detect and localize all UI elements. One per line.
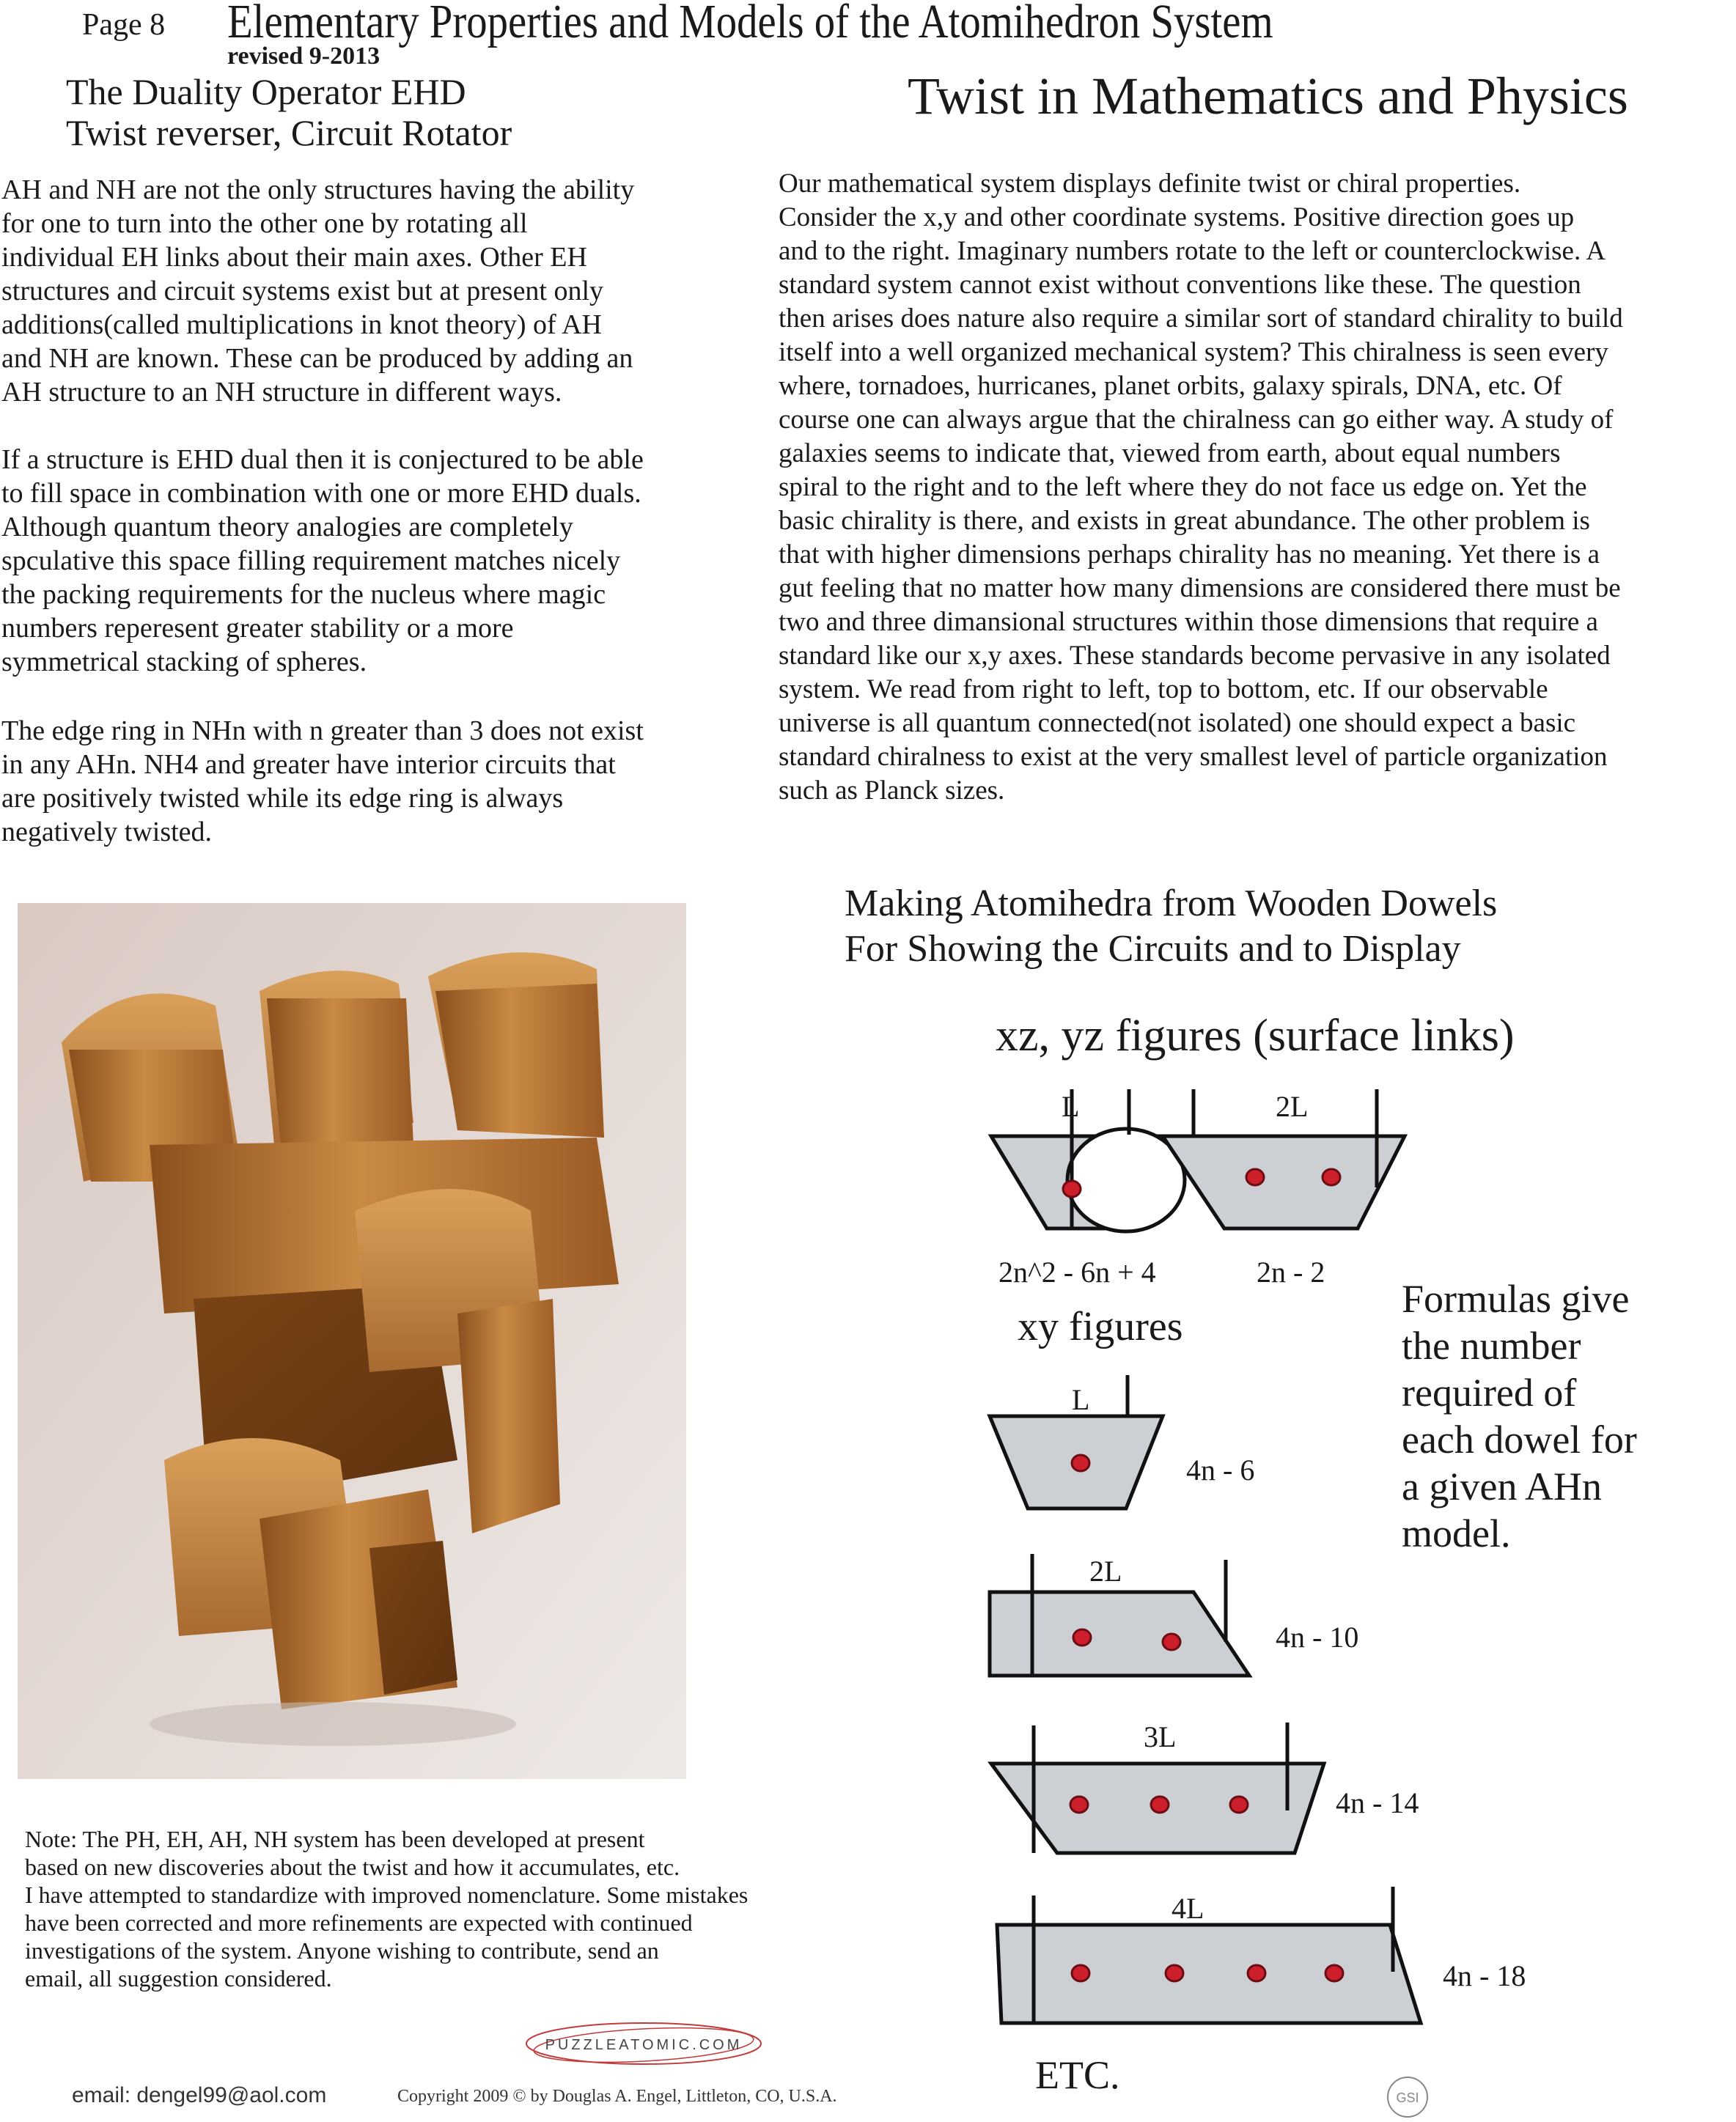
formulas-line: model. — [1402, 1511, 1511, 1555]
text-line: for one to turn into the other one by rotating all — [1, 208, 528, 239]
text-line: two and three dimansional structures within those dimensions that require a — [779, 607, 1598, 637]
note-line: based on new discoveries about the twist and how it accumulates, etc. — [25, 1854, 680, 1880]
text-line: AH and NH are not the only structures having the ability — [1, 174, 635, 205]
xz-L-figure — [991, 1089, 1185, 1231]
dowel-hole-dot — [1151, 1797, 1169, 1813]
text-line: individual EH links about their main axes. Other EH — [1, 242, 587, 273]
seal-text: GSI — [1396, 2090, 1419, 2105]
text-line: itself into a well organized mechanical system? This chiralness is seen every — [779, 337, 1608, 367]
formulas-line: the number — [1402, 1324, 1581, 1368]
contact-email[interactable]: email: dengel99@aol.com — [72, 2083, 327, 2107]
formulas-line: required of — [1402, 1371, 1577, 1415]
text-line: symmetrical stacking of spheres. — [1, 646, 367, 677]
note-line: Note: The PH, EH, AH, NH system has been developed at present — [25, 1826, 645, 1852]
dowel-hole-dot — [1072, 1455, 1089, 1471]
formulas-note — [1402, 1275, 1637, 1557]
xy-3L-label: 3L — [1144, 1720, 1177, 1753]
xz-yz-figures-heading: xz, yz figures (surface links) — [996, 1011, 1515, 1061]
gsi-seal-icon — [1386, 2074, 1430, 2120]
text-line: that with higher dimensions perhaps chirality has no meaning. Yet there is a — [779, 539, 1600, 570]
text-line: structures and circuit systems exist but at present only — [1, 276, 604, 306]
text-line: If a structure is EHD dual then it is conjectured to be able — [1, 444, 644, 475]
dowel-hole-dot — [1248, 1965, 1265, 1981]
text-line: The edge ring in NHn with n greater than 3 does not exist — [1, 715, 644, 746]
dowel-heading-line-1: Making Atomihedra from Wooden Dowels — [845, 883, 1498, 924]
puzzleatomic-logo[interactable] — [522, 2017, 765, 2070]
text-line: and NH are known. These can be produced by adding an — [1, 343, 633, 374]
text-line: numbers reperesent greater stability or a more — [1, 613, 514, 644]
text-line: where, tornadoes, hurricanes, planet orbits, galaxy spirals, DNA, etc. Of — [779, 371, 1562, 401]
text-line: then arises does nature also require a similar sort of standard chirality to build — [779, 303, 1623, 334]
text-line: galaxies seems to indicate that, viewed from earth, about equal numbers — [779, 438, 1561, 468]
xz-2L-label: 2L — [1276, 1090, 1309, 1123]
dowel-heading-line-2: For Showing the Circuits and to Display — [845, 928, 1461, 970]
dowel-hole-dot — [1163, 1634, 1180, 1650]
page-number: Page 8 — [82, 8, 166, 42]
xz-L-formula: 2n^2 - 6n + 4 — [998, 1256, 1156, 1289]
text-line: additions(called multiplications in knot theory) of AH — [1, 309, 602, 340]
text-line: in any AHn. NH4 and greater have interior circuits that — [1, 749, 616, 780]
text-line: universe is all quantum connected(not isolated) one should expect a basic — [779, 708, 1576, 738]
xy-3L-formula: 4n - 14 — [1336, 1786, 1419, 1819]
text-line: gut feeling that no matter how many dimensions are considered there must be — [779, 573, 1621, 603]
text-line: such as Planck sizes. — [779, 776, 1005, 806]
note-line: I have attempted to standardize with improved nomenclature. Some mistakes — [25, 1882, 749, 1908]
formulas-line: Formulas give — [1402, 1277, 1630, 1321]
logo-text: PUZZLEATOMIC.COM — [545, 2037, 743, 2053]
text-line: Our mathematical system displays definite twist or chiral properties. — [779, 169, 1521, 199]
xy-2L-formula: 4n - 10 — [1276, 1621, 1359, 1654]
xy-L-formula: 4n - 6 — [1186, 1454, 1255, 1486]
xz-2L-formula: 2n - 2 — [1257, 1256, 1325, 1289]
text-line: to fill space in combination with one or more EHD duals. — [1, 478, 641, 509]
formulas-line: a given AHn — [1402, 1465, 1602, 1508]
text-line: system. We read from right to left, top to bottom, etc. If our observable — [779, 674, 1548, 704]
text-line: and to the right. Imaginary numbers rotate to the left or counterclockwise. A — [779, 236, 1606, 266]
dowel-hole-dot — [1325, 1965, 1343, 1981]
dowel-hole-dot — [1166, 1965, 1183, 1981]
copyright-notice: Copyright 2009 © by Douglas A. Engel, Littleton, CO, U.S.A. — [397, 2087, 837, 2106]
xy-4L-label: 4L — [1172, 1892, 1204, 1925]
dowel-hole-dot — [1073, 1629, 1091, 1646]
text-line: standard like our x,y axes. These standards become pervasive in any isolated — [779, 641, 1611, 671]
text-line: Although quantum theory analogies are completely — [1, 512, 573, 542]
text-line: spculative this space filling requirement matches nicely — [1, 545, 621, 576]
dowel-hole-dot — [1230, 1797, 1248, 1813]
dowel-hole-dot — [1323, 1169, 1340, 1185]
text-line: AH structure to an NH structure in different ways. — [1, 377, 562, 408]
xy-L-label: L — [1072, 1383, 1090, 1416]
section-heading-duality: The Duality Operator EHD — [66, 71, 466, 112]
dowel-hole-dot — [1072, 1965, 1089, 1981]
note-line: have been corrected and more refinements are expected with continued — [25, 1909, 693, 1936]
note-paragraph — [25, 1825, 748, 1992]
text-line: standard chiralness to exist at the very smallest level of particle organization — [779, 742, 1608, 772]
dowel-hole-dot — [1063, 1181, 1081, 1197]
dowel-hole-dot — [1246, 1169, 1264, 1185]
text-line: the packing requirements for the nucleus where magic — [1, 579, 606, 610]
text-line: Consider the x,y and other coordinate systems. Positive direction goes up — [779, 202, 1575, 232]
dowel-hole-dot — [1070, 1797, 1088, 1813]
note-line: investigations of the system. Anyone wishing to contribute, send an — [25, 1937, 659, 1964]
note-line: email, all suggestion considered. — [25, 1965, 332, 1992]
text-line: course one can always argue that the chiralness can go either way. A study of — [779, 405, 1614, 435]
text-line: basic chirality is there, and exists in great abundance. The other problem is — [779, 506, 1590, 536]
text-line: are positively twisted while its edge ring is always — [1, 783, 564, 814]
xz-L-label: L — [1062, 1090, 1080, 1123]
formulas-line: each dowel for — [1402, 1418, 1637, 1462]
text-line: standard system cannot exist without conventions like these. The question — [779, 270, 1581, 300]
xy-figures-heading: xy figures — [1018, 1304, 1183, 1349]
xy-4L-figure — [997, 1887, 1421, 2023]
twist-section-title: Twist in Mathematics and Physics — [908, 67, 1628, 125]
page-title: Elementary Properties and Models of the Atomihedron System — [227, 0, 1273, 48]
text-line: spiral to the right and to the left where they do not face us edge on. Yet the — [779, 472, 1587, 502]
etc-label: ETC. — [1035, 2053, 1120, 2097]
xy-2L-label: 2L — [1089, 1555, 1122, 1588]
xy-4L-formula: 4n - 18 — [1443, 1959, 1526, 1992]
revision-date: revised 9-2013 — [227, 43, 380, 70]
section-subheading-twist-reverser: Twist reverser, Circuit Rotator — [66, 112, 512, 153]
text-line: negatively twisted. — [1, 817, 213, 847]
